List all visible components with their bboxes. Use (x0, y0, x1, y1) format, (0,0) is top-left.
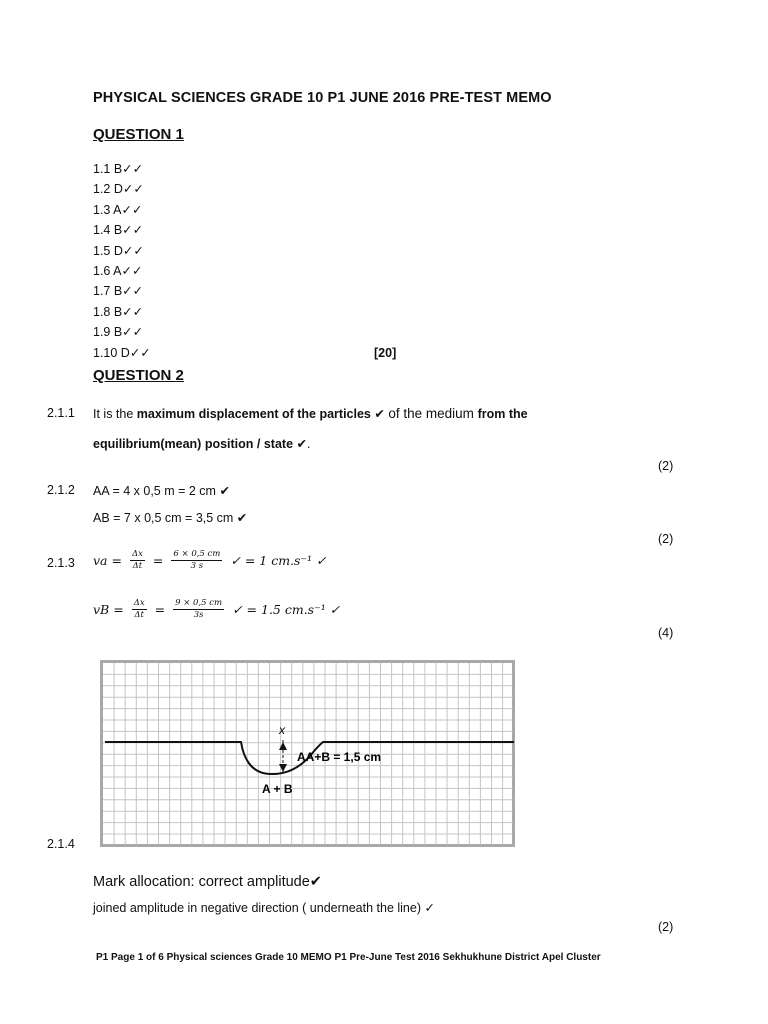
question-1-total: [20] (374, 346, 397, 360)
q1-answer: 1.6 A✓✓ (93, 264, 143, 278)
q211-text-2: of the medium (388, 406, 478, 421)
q213-number: 2.1.3 (47, 556, 75, 570)
question-2-heading: QUESTION 2 (93, 367, 184, 384)
page-footer: P1 Page 1 of 6 Physical sciences Grade 10 MEMO P1 Pre-June Test 2016 Sekhukhune District Apel Cluster (96, 952, 601, 963)
q211-line-1 (93, 406, 528, 421)
vb-frac-2-num: 9 × 0,5 cm (175, 598, 223, 608)
va-frac-2 (171, 549, 222, 572)
q1-answer: 1.1 B✓✓ (93, 162, 144, 176)
q211-check-2: ✔. (293, 437, 311, 451)
mark-allocation: Mark allocation: correct amplitude✔ (93, 874, 322, 890)
va-frac-1 (130, 549, 145, 572)
x-label: x (279, 723, 285, 737)
q211-text-1: It is the (93, 407, 137, 421)
vb-frac-1 (132, 598, 147, 621)
page-title: PHYSICAL SCIENCES GRADE 10 P1 JUNE 2016 PRE-TEST MEMO (93, 90, 552, 106)
vb-rhs: ✓ = 1.5 cm.s⁻¹ ✓ (232, 602, 341, 617)
vb-lhs: vB = (93, 602, 124, 617)
q211-bold-3: equilibrium(mean) position / state (93, 437, 294, 451)
a-plus-b-label: A + B (262, 782, 293, 796)
q214-marks: (2) (658, 920, 674, 934)
va-rhs: ✓ = 1 cm.s⁻¹ ✓ (230, 553, 327, 568)
va-frac-1-num: Δx (131, 549, 143, 559)
q212-marks: (2) (658, 532, 674, 546)
q212-number: 2.1.2 (47, 483, 75, 497)
q213-marks: (4) (658, 626, 674, 640)
va-lhs: va = (93, 553, 122, 568)
vb-frac-1-den: Δt (134, 610, 144, 620)
va-frac-2-num: 6 × 0,5 cm (173, 549, 221, 559)
q214-number: 2.1.4 (47, 837, 75, 851)
q211-number: 2.1.1 (47, 406, 75, 420)
q212-line-2: AB = 7 x 0,5 cm = 3,5 cm ✔ (93, 511, 248, 525)
wave-graph (100, 660, 516, 848)
vb-equation: vB = $\frac{\Delta x}{\Delta t}$ = $\frac{9 \times 0,5 cm}{3s}$ ✓ = 1.5 cm.s⁻¹ ✓ (93, 598, 341, 620)
q1-answer: 1.5 D✓✓ (93, 243, 144, 258)
q1-answer: 1.10 D✓✓ (93, 345, 151, 360)
question-1-heading: QUESTION 1 (93, 126, 184, 143)
q211-check-1: ✔ (370, 407, 389, 421)
q211-bold-2: from the (477, 407, 528, 421)
q1-answer: 1.2 D✓✓ (93, 182, 144, 197)
q211-bold-1: maximum displacement of the particles (136, 407, 371, 421)
vb-frac-2 (173, 598, 224, 621)
q1-answer: 1.4 B✓✓ (93, 223, 144, 238)
q1-answer: 1.7 B✓✓ (93, 284, 144, 299)
q1-answer: 1.8 B✓✓ (93, 304, 144, 319)
vb-frac-1-num: Δx (133, 598, 145, 608)
q211-line-2 (93, 436, 310, 451)
joined-amplitude: joined amplitude in negative direction ( underneath the line) ✓ (93, 901, 435, 915)
q211-marks: (2) (658, 459, 674, 473)
q1-answer: 1.9 B✓✓ (93, 325, 144, 340)
vb-frac-2-den: 3s (193, 610, 204, 620)
va-frac-1-den: Δt (132, 561, 143, 571)
q1-answer: 1.3 A✓✓ (93, 202, 143, 217)
q212-line-1: AA = 4 x 0,5 m = 2 cm ✔ (93, 484, 230, 498)
va-equation: va = $\frac{\Delta x}{\Delta t}$ = $\frac{6 \times 0,5 cm}{3 s}$ ✓ = 1 cm.s⁻¹ ✓ (93, 549, 327, 571)
amplitude-label: AA+B = 1,5 cm (297, 750, 382, 764)
va-frac-2-den: 3 s (190, 561, 204, 571)
